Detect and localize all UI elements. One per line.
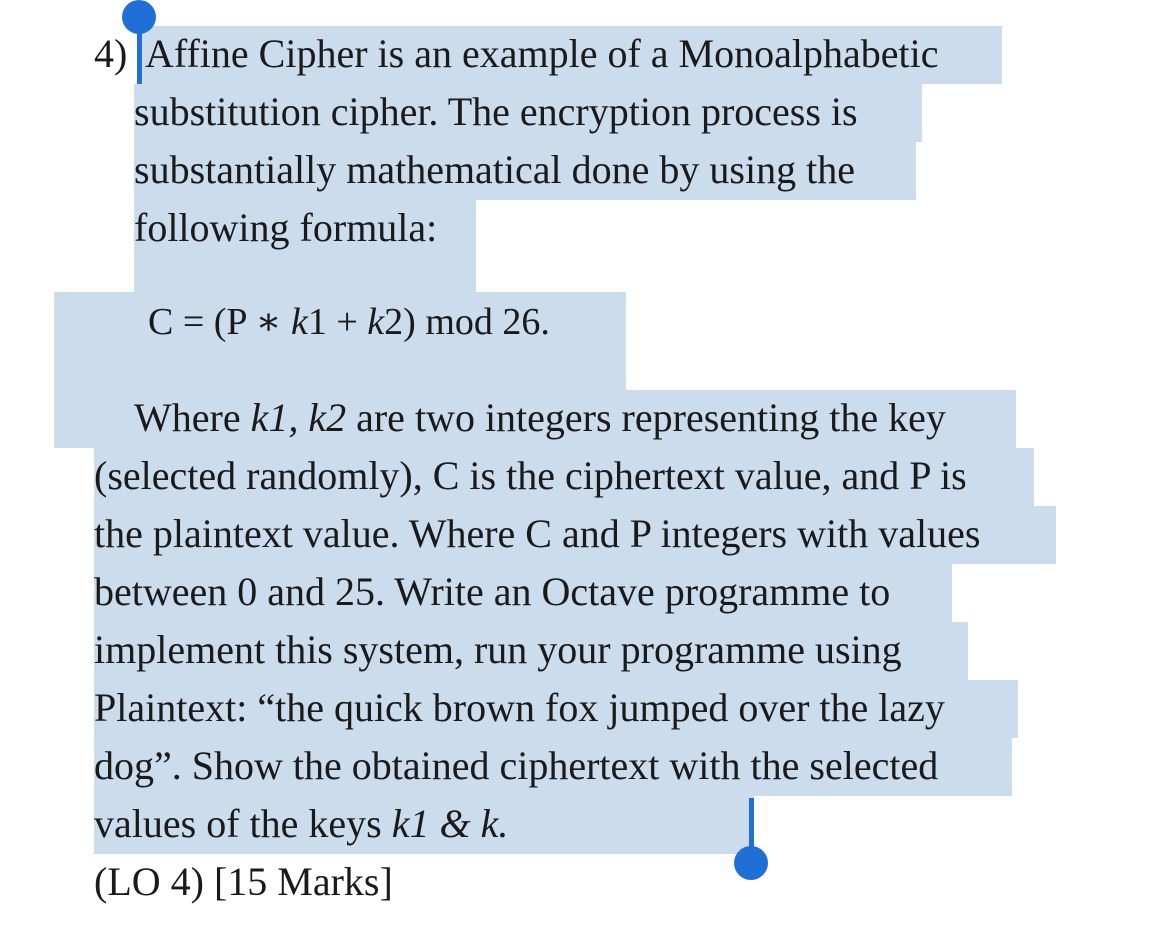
body-line-8	[94, 795, 508, 853]
body-line-1-suffix: are two integers representing the key	[346, 395, 946, 440]
body-line-8-prefix: values of the keys	[94, 801, 392, 846]
formula-rhs: ) mod 26.	[403, 301, 550, 343]
body-line-5: implement this system, run your programme using	[94, 627, 902, 672]
formula-k1-digit: 1	[307, 301, 327, 343]
question-number: 4)	[94, 31, 128, 76]
formula-k2-digit: 2	[384, 301, 404, 343]
formula-lhs: C = (P ∗	[148, 301, 291, 343]
body-line-3: the plaintext value. Where C and P integers with values	[94, 511, 981, 556]
body-line-4: between 0 and 25. Write an Octave programme to	[94, 569, 891, 614]
body-line-1-keys: k1, k2	[250, 395, 347, 440]
body-line-1	[134, 389, 946, 447]
formula-plus: +	[326, 301, 368, 343]
intro-line-3: substantially mathematical done by using the	[134, 147, 855, 192]
formula-k1: k	[290, 301, 308, 343]
selection-end-handle[interactable]	[734, 846, 768, 880]
body-line-2: (selected randomly), C is the ciphertext value, and P is	[94, 453, 967, 498]
marks-line: (LO 4) [15 Marks]	[94, 859, 393, 904]
intro-line-1: Affine Cipher is an example of a Monoalphabetic	[145, 31, 939, 76]
formula-k2: k	[367, 301, 385, 343]
selection-start-caret[interactable]	[137, 20, 142, 84]
body-line-7: dog”. Show the obtained ciphertext with the selected	[94, 743, 939, 788]
body-line-6: Plaintext: “the quick brown fox jumped over the lazy	[94, 685, 945, 730]
body-line-1-prefix: Where	[134, 395, 251, 440]
formula	[148, 293, 550, 351]
intro-line-2: substitution cipher. The encryption process is	[134, 89, 858, 134]
intro-line-4: following formula:	[134, 205, 438, 250]
body-line-8-keys: k1 & k.	[391, 801, 509, 846]
